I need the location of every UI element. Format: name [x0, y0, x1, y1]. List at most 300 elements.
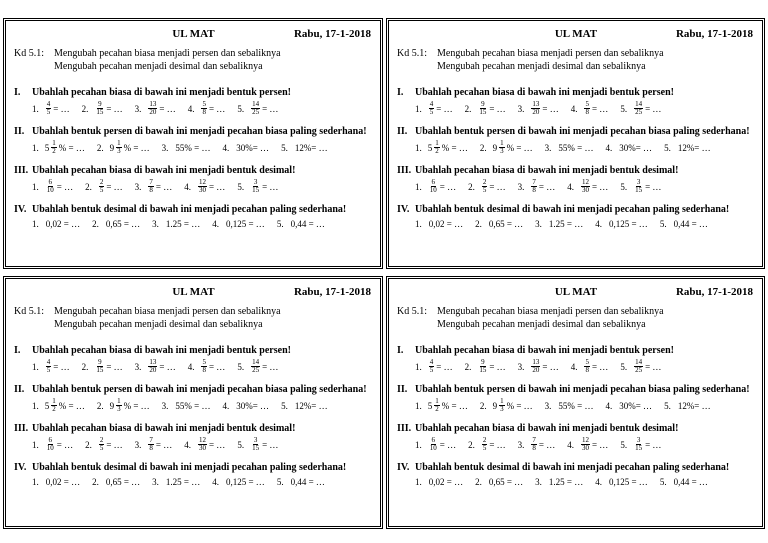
fraction: [531, 359, 540, 374]
fraction-numerator: 14: [252, 100, 260, 108]
section-instruction: Ubahlah bentuk desimal di bawah ini menjadi pecahan paling sederhana!: [415, 462, 730, 473]
fraction: [51, 140, 57, 155]
fraction-denominator: 8: [149, 186, 153, 194]
section-heading: [14, 345, 373, 357]
section-heading: [397, 87, 755, 99]
question-item: [135, 359, 176, 374]
section-number: IV.: [397, 204, 410, 215]
question-section: [397, 345, 755, 374]
item-number: 1.: [415, 439, 422, 450]
item-answer-blank: 12%= …: [677, 142, 711, 153]
item-answer-blank: = …: [208, 361, 226, 372]
item-number: 3.: [152, 219, 159, 229]
fraction: [116, 140, 122, 155]
question-items: [397, 476, 755, 488]
competency-line: [397, 47, 755, 60]
competency-text: Mengubah pecahan biasa menjadi persen dan sebaliknya: [437, 48, 664, 59]
question-item: [135, 179, 173, 194]
section-number: II.: [397, 384, 408, 395]
item-answer-blank: 55% = …: [558, 142, 594, 153]
item-answer-blank: 0,02 = …: [428, 477, 464, 487]
competency-text: Mengubah pecahan biasa menjadi persen dan sebaliknya: [437, 306, 664, 317]
question-item: [664, 140, 711, 155]
section-number: III.: [14, 423, 29, 434]
question-section: [14, 87, 373, 116]
question-section: [397, 462, 755, 488]
item-answer-blank: 0,44 = …: [673, 477, 708, 487]
fraction-denominator: 8: [532, 444, 536, 452]
item-answer-blank: = …: [159, 361, 176, 372]
item-answer-blank: % = …: [441, 400, 468, 411]
fraction-denominator: 10: [46, 186, 54, 194]
fraction-numerator: 3: [253, 436, 258, 444]
question-item: [415, 359, 453, 374]
item-number: 3.: [544, 400, 552, 411]
item-number: 1.: [32, 142, 39, 153]
section-heading: [14, 87, 373, 99]
fraction-numerator: 2: [99, 178, 104, 186]
fraction: [634, 101, 643, 116]
fraction-denominator: 2: [52, 147, 56, 155]
question-item: [468, 437, 506, 452]
section-number: II.: [14, 126, 25, 137]
section-number: I.: [14, 345, 21, 356]
fraction-numerator: 1: [500, 397, 504, 405]
item-answer-blank: % = …: [123, 142, 150, 153]
item-answer-blank: 1.25 = …: [548, 219, 584, 229]
item-number: 4.: [212, 477, 219, 487]
question-item: [82, 359, 123, 374]
fraction-denominator: 20: [149, 108, 157, 116]
fraction-denominator: 3: [500, 147, 504, 155]
question-item: [32, 398, 85, 413]
fraction: [148, 179, 154, 194]
question-section: [397, 126, 755, 155]
section-heading: [14, 204, 373, 216]
question-item: [415, 218, 463, 230]
fraction: [482, 179, 488, 194]
question-item: [567, 179, 608, 194]
question-item: [212, 218, 265, 230]
question-item: [518, 101, 559, 116]
item-number: 2.: [479, 142, 487, 153]
fraction-denominator: 30: [581, 186, 589, 194]
item-answer-blank: 0,02 = …: [428, 219, 464, 229]
worksheet-card: [3, 18, 383, 269]
fraction-denominator: 8: [202, 108, 206, 116]
item-answer-blank: = …: [645, 439, 662, 450]
item-answer-blank: 0,02 = …: [45, 219, 81, 229]
card-title: UL MAT: [172, 286, 215, 298]
question-section: [14, 204, 373, 230]
card-header: [14, 283, 373, 301]
card-date: Rabu, 17-1-2018: [293, 286, 371, 298]
item-number: 3.: [535, 477, 542, 487]
item-answer-blank: % = …: [506, 400, 533, 411]
item-answer-blank: = …: [591, 181, 609, 192]
item-answer-blank: = …: [542, 103, 559, 114]
item-number: 1.: [32, 439, 39, 450]
fraction: [581, 179, 590, 194]
item-answer-blank: % = …: [506, 142, 533, 153]
item-number: 1.: [32, 361, 39, 372]
item-answer-blank: = …: [155, 181, 173, 192]
item-number: 1.: [415, 181, 422, 192]
section-instruction: Ubahlah pecahan biasa di bawah ini menjadi bentuk desimal!: [32, 165, 296, 176]
question-item: [660, 218, 708, 230]
fraction: [251, 179, 260, 194]
item-answer-blank: 0,125 = …: [225, 219, 265, 229]
question-item: [222, 140, 269, 155]
item-answer-blank: = …: [439, 181, 457, 192]
item-answer-blank: = …: [542, 361, 559, 372]
fraction-denominator: 15: [96, 366, 104, 374]
question-section: [397, 165, 755, 194]
competency-block: [14, 47, 373, 73]
fraction: [584, 359, 590, 374]
fraction-denominator: 3: [117, 147, 121, 155]
item-number: 1.: [32, 181, 39, 192]
fraction-numerator: 13: [532, 358, 540, 366]
fraction-numerator: 13: [149, 358, 157, 366]
fraction: [46, 359, 52, 374]
question-item: [595, 218, 648, 230]
fraction-denominator: 5: [46, 366, 51, 374]
competency-text: Mengubah pecahan menjadi desimal dan sebaliknya: [54, 61, 263, 72]
question-item: [480, 140, 533, 155]
item-number: 5.: [237, 181, 245, 192]
question-item: [465, 359, 506, 374]
question-item: [571, 101, 609, 116]
competency-line: [397, 305, 755, 318]
fraction-denominator: 25: [635, 366, 643, 374]
item-number: 5.: [281, 400, 288, 411]
question-item: [237, 101, 278, 116]
item-answer-blank: = …: [538, 181, 556, 192]
mixed-whole: 9: [109, 400, 115, 411]
question-items: [14, 398, 373, 413]
fraction-denominator: 30: [198, 444, 206, 452]
fraction: [51, 398, 57, 413]
item-answer-blank: = …: [262, 181, 279, 192]
item-number: 5.: [276, 477, 284, 487]
fraction-numerator: 7: [149, 178, 153, 186]
question-items: [397, 179, 755, 194]
fraction-denominator: 15: [479, 108, 487, 116]
question-item: [135, 437, 173, 452]
section-instruction: Ubahlah bentuk desimal di bawah ini menjadi pecahan paling sederhana!: [32, 204, 347, 215]
item-number: 4.: [187, 103, 195, 114]
item-number: 4.: [570, 361, 578, 372]
fraction-numerator: 2: [482, 178, 487, 186]
fraction-numerator: 2: [482, 436, 487, 444]
competency-text: Mengubah pecahan biasa menjadi persen dan sebaliknya: [54, 306, 281, 317]
question-item: [162, 140, 211, 155]
section-number: I.: [397, 87, 404, 98]
section-heading: [14, 462, 373, 474]
item-number: 2.: [92, 477, 99, 487]
item-number: 4.: [187, 361, 195, 372]
section-number: IV.: [14, 204, 27, 215]
item-number: 4.: [567, 181, 574, 192]
fraction-denominator: 3: [117, 405, 121, 413]
section-heading: [397, 384, 755, 396]
question-item: [32, 179, 73, 194]
question-item: [32, 101, 70, 116]
item-answer-blank: 30%= …: [619, 142, 653, 153]
question-item: [237, 179, 278, 194]
item-answer-blank: 12%= …: [294, 400, 328, 411]
fraction-numerator: 9: [481, 358, 485, 366]
item-number: 4.: [605, 142, 613, 153]
fraction-numerator: 1: [52, 139, 56, 147]
section-instruction: Ubahlah pecahan biasa di bawah ini menjadi bentuk desimal!: [32, 423, 296, 434]
fraction-numerator: 5: [202, 100, 206, 108]
fraction: [634, 179, 643, 194]
fraction: [148, 101, 157, 116]
question-item: [595, 476, 648, 488]
item-answer-blank: 55% = …: [175, 142, 211, 153]
question-item: [415, 398, 468, 413]
card-header: [397, 283, 755, 301]
fraction-denominator: 25: [252, 366, 260, 374]
competency-text: Mengubah pecahan menjadi desimal dan sebaliknya: [437, 319, 646, 330]
item-number: 4.: [222, 400, 230, 411]
item-number: 2.: [92, 219, 99, 229]
item-answer-blank: = …: [645, 103, 662, 114]
question-item: [518, 179, 556, 194]
fraction-numerator: 13: [532, 100, 540, 108]
fraction: [201, 359, 207, 374]
item-answer-blank: 1.25 = …: [548, 477, 584, 487]
mixed-whole: 5: [427, 142, 433, 153]
question-item: [97, 140, 150, 155]
fraction-denominator: 10: [429, 186, 437, 194]
fraction-denominator: 8: [149, 444, 153, 452]
question-section: [397, 423, 755, 452]
section-heading: [397, 126, 755, 138]
mixed-whole: 9: [492, 400, 498, 411]
question-item: [237, 359, 278, 374]
fraction: [434, 140, 440, 155]
fraction-denominator: 8: [585, 108, 589, 116]
item-number: 2.: [479, 400, 487, 411]
fraction-numerator: 1: [117, 139, 121, 147]
item-answer-blank: = …: [591, 439, 609, 450]
question-item: [415, 179, 456, 194]
question-item: [32, 476, 80, 488]
card-title: UL MAT: [554, 286, 598, 298]
fraction: [429, 437, 438, 452]
question-section: [397, 384, 755, 413]
item-answer-blank: = …: [538, 439, 556, 450]
section-instruction: Ubahlah pecahan biasa di bawah ini menjadi bentuk persen!: [415, 87, 674, 98]
fraction-numerator: 7: [532, 436, 536, 444]
item-number: 4.: [595, 477, 602, 487]
item-answer-blank: = …: [489, 361, 506, 372]
question-item: [162, 398, 211, 413]
question-item: [664, 398, 711, 413]
fraction-numerator: 4: [46, 100, 51, 108]
item-answer-blank: 0,44 = …: [290, 477, 325, 487]
question-item: [85, 437, 123, 452]
competency-block: [14, 305, 373, 331]
item-answer-blank: = …: [489, 103, 506, 114]
question-item: [415, 101, 453, 116]
question-items: [14, 140, 373, 155]
question-item: [281, 140, 328, 155]
item-number: 3.: [544, 142, 552, 153]
fraction-numerator: 12: [198, 178, 206, 186]
section-instruction: Ubahlah bentuk persen di bawah ini menjadi pecahan biasa paling sederhana!: [415, 384, 750, 395]
item-number: 4.: [605, 400, 613, 411]
item-number: 5.: [281, 142, 288, 153]
item-number: 3.: [517, 181, 525, 192]
fraction-numerator: 13: [149, 100, 157, 108]
fraction: [429, 359, 435, 374]
mixed-whole: 9: [492, 142, 498, 153]
card-date: Rabu, 17-1-2018: [675, 28, 753, 40]
question-item: [571, 359, 609, 374]
competency-label: Kd 5.1:: [397, 48, 427, 59]
competency-text: Mengubah pecahan biasa menjadi persen dan sebaliknya: [54, 48, 281, 59]
fraction: [198, 437, 207, 452]
fraction-numerator: 14: [252, 358, 260, 366]
fraction: [46, 179, 55, 194]
fraction-numerator: 12: [198, 436, 206, 444]
fraction-denominator: 15: [635, 444, 643, 452]
fraction-denominator: 5: [429, 366, 434, 374]
question-items: [14, 101, 373, 116]
card-header: [14, 25, 373, 43]
fraction-denominator: 8: [585, 366, 589, 374]
item-answer-blank: = …: [106, 439, 123, 450]
mixed-whole: 5: [44, 400, 50, 411]
question-item: [32, 218, 80, 230]
worksheet-card: [386, 276, 765, 529]
question-items: [14, 359, 373, 374]
fraction: [499, 398, 505, 413]
competency-text: Mengubah pecahan menjadi desimal dan sebaliknya: [437, 61, 646, 72]
item-answer-blank: = …: [436, 361, 453, 372]
item-number: 1.: [415, 400, 422, 411]
fraction-numerator: 4: [429, 358, 434, 366]
item-number: 2.: [96, 142, 104, 153]
item-answer-blank: 0,44 = …: [290, 219, 325, 229]
item-number: 1.: [415, 103, 422, 114]
item-number: 5.: [237, 103, 245, 114]
item-number: 1.: [32, 103, 39, 114]
item-answer-blank: % = …: [58, 400, 85, 411]
item-answer-blank: 30%= …: [236, 400, 270, 411]
fraction-denominator: 5: [482, 186, 487, 194]
item-answer-blank: 0,65 = …: [105, 477, 141, 487]
item-answer-blank: = …: [208, 439, 226, 450]
fraction: [251, 101, 260, 116]
question-item: [184, 437, 225, 452]
question-section: [397, 204, 755, 230]
item-answer-blank: = …: [208, 181, 226, 192]
section-number: III.: [397, 423, 412, 434]
item-number: 4.: [184, 181, 191, 192]
item-answer-blank: = …: [208, 103, 226, 114]
item-number: 5.: [664, 400, 671, 411]
question-item: [135, 101, 176, 116]
item-answer-blank: 12%= …: [677, 400, 711, 411]
item-number: 2.: [475, 477, 482, 487]
section-heading: [397, 423, 755, 435]
item-answer-blank: % = …: [123, 400, 150, 411]
question-item: [32, 140, 85, 155]
section-instruction: Ubahlah bentuk persen di bawah ini menjadi pecahan biasa paling sederhana!: [32, 126, 367, 137]
question-section: [14, 165, 373, 194]
question-item: [480, 398, 533, 413]
question-item: [277, 218, 325, 230]
question-item: [620, 101, 661, 116]
fraction: [531, 437, 537, 452]
item-answer-blank: 12%= …: [294, 142, 328, 153]
fraction-denominator: 10: [46, 444, 54, 452]
question-item: [281, 398, 328, 413]
card-title: UL MAT: [172, 28, 215, 40]
fraction-denominator: 5: [99, 444, 104, 452]
item-number: 3.: [134, 439, 142, 450]
competency-line: [14, 305, 373, 318]
fraction-numerator: 6: [48, 436, 52, 444]
worksheet-card: [3, 276, 383, 529]
item-answer-blank: = …: [262, 439, 279, 450]
question-item: [222, 398, 269, 413]
fraction-denominator: 2: [435, 147, 439, 155]
item-number: 5.: [620, 181, 628, 192]
question-section: [14, 345, 373, 374]
fraction: [634, 359, 643, 374]
fraction-denominator: 8: [202, 366, 206, 374]
item-number: 3.: [161, 142, 169, 153]
item-number: 5.: [620, 103, 628, 114]
fraction: [116, 398, 122, 413]
item-number: 4.: [212, 219, 219, 229]
fraction-denominator: 2: [435, 405, 439, 413]
competency-block: [397, 305, 755, 331]
item-answer-blank: = …: [53, 103, 70, 114]
question-item: [545, 140, 594, 155]
item-answer-blank: = …: [106, 181, 123, 192]
question-item: [188, 359, 226, 374]
item-answer-blank: 0,65 = …: [105, 219, 141, 229]
fraction-numerator: 6: [48, 178, 52, 186]
item-answer-blank: = …: [155, 439, 173, 450]
mixed-whole: 9: [109, 142, 115, 153]
item-number: 4.: [570, 103, 578, 114]
fraction: [46, 101, 52, 116]
question-item: [32, 359, 70, 374]
question-item: [92, 218, 140, 230]
question-section: [14, 462, 373, 488]
section-instruction: Ubahlah bentuk persen di bawah ini menjadi pecahan biasa paling sederhana!: [415, 126, 750, 137]
fraction-numerator: 14: [635, 358, 643, 366]
item-number: 4.: [595, 219, 602, 229]
fraction-numerator: 5: [585, 358, 589, 366]
competency-label: Kd 5.1:: [397, 306, 427, 317]
section-number: II.: [14, 384, 25, 395]
item-answer-blank: 0,65 = …: [488, 219, 524, 229]
fraction: [531, 179, 537, 194]
fraction-numerator: 3: [636, 178, 641, 186]
card-date: Rabu, 17-1-2018: [675, 286, 753, 298]
item-number: 5.: [659, 477, 667, 487]
fraction: [46, 437, 55, 452]
